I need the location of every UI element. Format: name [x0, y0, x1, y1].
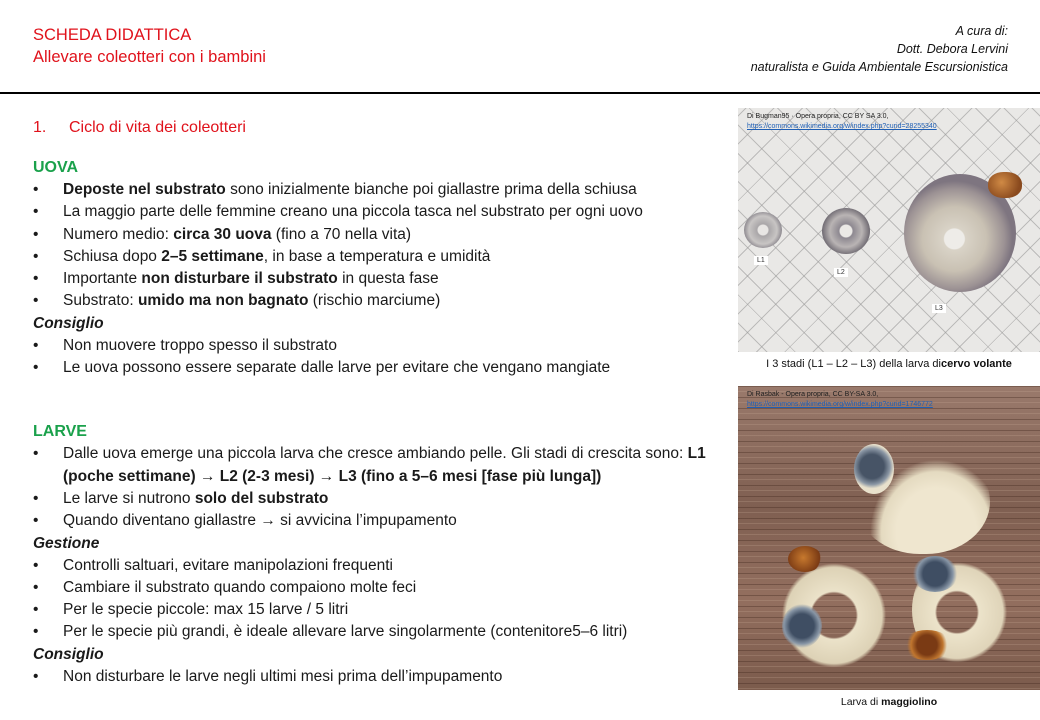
larva-left-head [788, 546, 822, 572]
list-item [33, 246, 713, 268]
bold-text: solo del substrato [194, 489, 329, 507]
bold-text: circa 30 uova [173, 225, 272, 243]
larva-right-tail [912, 556, 958, 592]
uova-tip-heading: Consiglio [33, 314, 104, 332]
cockchafer-larvae-photo [738, 386, 1040, 690]
photo-credit [747, 390, 933, 410]
larve-heading: LARVE [33, 423, 87, 441]
list-item [33, 510, 713, 532]
section-heading [33, 117, 713, 139]
gestione-heading: Gestione [33, 534, 100, 552]
author-label: A cura di: [955, 24, 1008, 38]
larva-l2 [822, 208, 870, 254]
caption-text: I 3 stadi (L1 – L2 – L3) della larva di [766, 358, 941, 370]
list-item: • Controlli saltuari, evitare manipolazioni frequenti [33, 555, 713, 577]
figure-caption [738, 696, 1040, 708]
larva-l3-head [988, 172, 1022, 198]
bold-text: umido ma non bagnato [137, 292, 309, 310]
text: Le larve si nutrono [63, 489, 195, 507]
text: (fino a 70 nella vita) [271, 225, 412, 243]
text: Substrato: [63, 292, 138, 310]
bold-text: non disturbare il substrato [141, 270, 338, 288]
uova-heading: UOVA [33, 159, 79, 176]
list-item [33, 201, 713, 223]
bold-text: L1 (poche settimane) → L2 (2-3 mesi) → L3 (fino a 5–6 mesi [fase più lunga]) [63, 445, 706, 485]
larva-left-tail [782, 604, 822, 648]
stage-label-l3: L3 [932, 304, 946, 313]
credit-text: Di Bugman95 · Opera propria, CC BY SA 3.0, [747, 113, 889, 120]
list-item: • Cambiare il substrato quando compaiono molte feci [33, 577, 713, 599]
text: Numero medio: [63, 225, 174, 243]
caption-bold: cervo volante [940, 358, 1012, 370]
stage-label-l2: L2 [834, 268, 848, 277]
larve-tip-list [33, 666, 713, 688]
text: La maggio parte delle femmine creano una piccola tasca nel substrato per ogni uovo [63, 203, 643, 221]
author-role: naturalista e Guida Ambientale Escursionistica [750, 60, 1008, 74]
caption-bold: maggiolino [881, 696, 938, 708]
stag-beetle-larvae-photo [738, 108, 1040, 352]
photo-credit [747, 112, 937, 132]
title-line-2: Allevare coleotteri con i bambini [33, 48, 266, 66]
section-title: Ciclo di vita dei coleotteri [69, 119, 246, 136]
text: sono inizialmente bianche poi giallastre prima della schiusa [225, 181, 637, 198]
list-item: • Le uova possono essere separate dalle larve per evitare che vengano mangiate [33, 357, 713, 379]
figure-caption [738, 358, 1040, 370]
list-item [33, 179, 713, 201]
list-item: • Non muovere troppo spesso il substrato [33, 335, 713, 357]
main-content [33, 117, 713, 688]
list-item [33, 488, 713, 510]
text: , in base a temperatura e umidità [263, 247, 491, 265]
larve-list [33, 443, 713, 532]
bold-text: 2–5 settimane [161, 247, 264, 265]
uova-list [33, 179, 713, 313]
bold-text: Deposte nel substrato [63, 181, 226, 198]
list-item [33, 268, 713, 290]
credit-link[interactable]: https://commons.wikimedia.org/w/index.php?curid=28255340 [747, 123, 937, 130]
document-title [33, 24, 266, 68]
text: in questa fase [337, 270, 439, 288]
uova-tip-list [33, 335, 713, 380]
larva-right-head [902, 630, 952, 660]
text: (rischio marciume) [308, 292, 441, 310]
section-number: 1. [33, 119, 47, 136]
author-name: Dott. Debora Lervini [896, 42, 1008, 56]
stage-label-l1: L1 [754, 256, 768, 265]
header-divider [0, 92, 1040, 94]
text: Schiusa dopo [63, 247, 162, 265]
list-item: • Per le specie piccole: max 15 larve / 5 litri [33, 599, 713, 621]
title-line-1: SCHEDA DIDATTICA [33, 26, 192, 44]
list-item [33, 443, 713, 488]
larva-l1 [744, 212, 782, 248]
list-item [33, 224, 713, 246]
list-item: • Per le specie più grandi, è ideale allevare larve singolarmente (contenitore5–6 litri) [33, 621, 713, 643]
text: Quando diventano giallastre → si avvicina l’impupamento [63, 512, 457, 530]
gestione-list [33, 555, 713, 644]
text: Dalle uova emerge una piccola larva che cresce ambiando pelle. Gli stadi di crescita sono: [63, 445, 688, 463]
credit-link[interactable]: https://commons.wikimedia.org/w/index.php?curid=1746772 [747, 401, 933, 408]
list-item: • Non disturbare le larve negli ultimi mesi prima dell’impupamento [33, 666, 713, 688]
caption-text: Larva di [840, 696, 882, 708]
text: Importante [63, 270, 142, 288]
list-item [33, 290, 713, 312]
larve-tip-heading: Consiglio [33, 645, 104, 663]
credit-text: Di Rasbak - Opera propria, CC BY-SA 3.0, [747, 391, 879, 398]
larva-top-tail [854, 444, 894, 494]
author-block [751, 22, 1008, 76]
